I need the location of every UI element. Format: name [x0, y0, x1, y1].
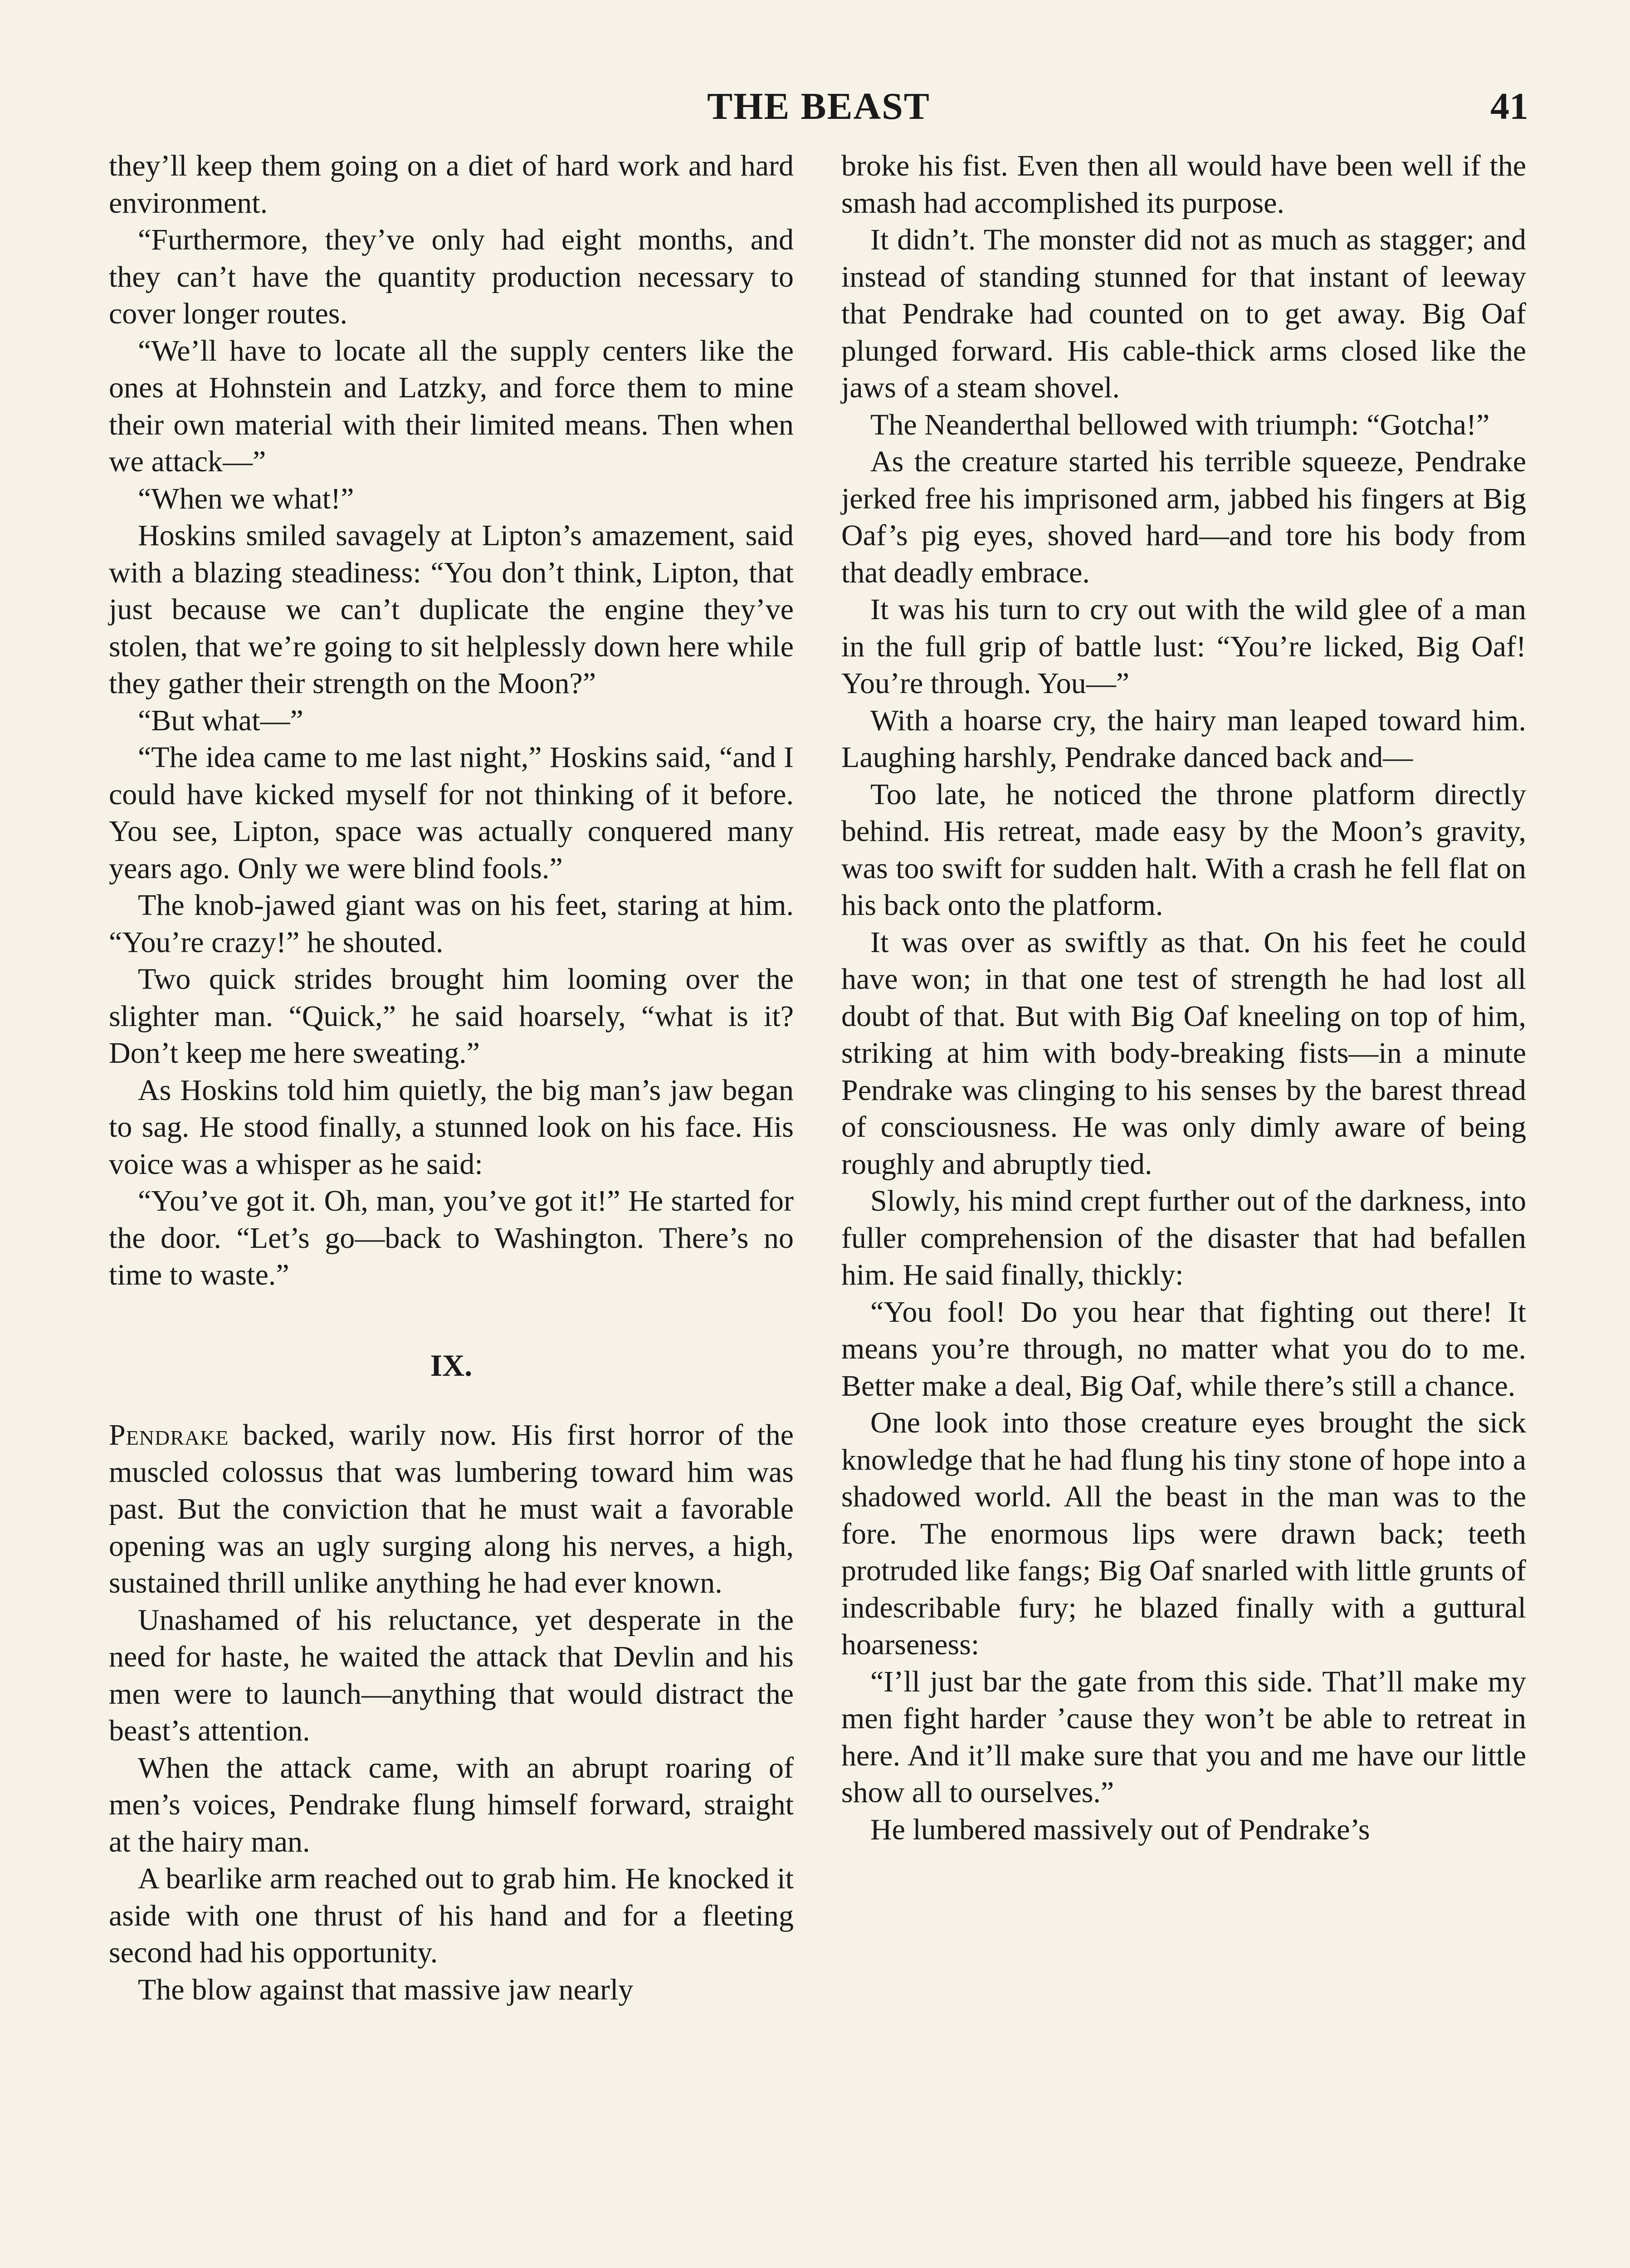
paragraph: A bearlike arm reached out to grab him. He knocked it aside with one thrust of his hand and for a fleeting second had his opportunity. [109, 1862, 794, 1969]
paragraph: The knob-jawed giant was on his feet, staring at him. “You’re crazy!” he shouted. [109, 889, 794, 959]
paragraph: It was over as swiftly as that. On his feet he could have won; in that one test of strength he had lost all doubt of that. But with Big Oaf kneeling on top of him, striking at him with body-breaking fists—in a minute Pendrake was clinging to his senses by the barest thread of consciousness. He was only dimly aware of being roughly and abruptly tied. [841, 925, 1526, 1181]
paragraph: He lumbered massively out of Pendrake’s [870, 1813, 1370, 1846]
opening-text: backed, warily now. His first horror of the muscled colossus that was lumbering toward him was past. But the conviction that he must wait a favorable opening was an ugly surging along his nerves, a high, sustained thrill unlike anything he had ever known. [109, 1418, 794, 1599]
paragraph: As Hoskins told him quietly, the big man’s jaw began to sag. He stood finally, a stunned look on his face. His voice was a whisper as he said: [109, 1073, 794, 1181]
running-head: THE BEAST [707, 85, 930, 127]
page-number: 41 [1490, 85, 1528, 127]
paragraph: “Furthermore, they’ve only had eight months, and they can’t have the quantity production necessary to cover longer routes. [109, 223, 794, 330]
paragraph: Unashamed of his reluctance, yet desperate in the need for haste, he waited the attack that Devlin and his men were to launch—anything that would distract the beast’s attention. [109, 1603, 794, 1747]
paragraph: With a hoarse cry, the hairy man leaped toward him. Laughing harshly, Pendrake danced back and— [841, 704, 1526, 774]
paragraph: they’ll keep them going on a diet of hard work and hard environment. [109, 149, 794, 220]
paragraph: The Neanderthal bellowed with triumph: “Gotcha!” [870, 408, 1490, 441]
paragraph: Too late, he noticed the throne platform directly behind. His retreat, made easy by the Moon’s gravity, was too swift for sudden halt. With a crash he fell flat on his back onto the platform. [841, 777, 1526, 922]
paragraph: “You’ve got it. Oh, man, you’ve got it!” He started for the door. “Let’s go—back to Washington. There’s no time to waste.” [109, 1184, 794, 1291]
paragraph: One look into those creature eyes brought the sick knowledge that he had flung his tiny stone of hope into a shadowed world. All the beast in the man was to the fore. The enormous lips were drawn back; teeth protruded like fangs; Big Oaf snarled with little grunts of indescribable fury; he blazed finally with a guttural hoarseness: [841, 1406, 1526, 1661]
paragraph: It was his turn to cry out with the wild glee of a man in the full grip of battle lust: “You’re licked, Big Oaf! You’re through. You—” [841, 593, 1526, 700]
chapter-heading: IX. [430, 1348, 473, 1383]
paragraph: When the attack came, with an abrupt roaring of men’s voices, Pendrake flung himself forward, straight at the hairy man. [109, 1751, 794, 1858]
paragraph: “When we what!” [138, 482, 354, 515]
paragraph: “The idea came to me last night,” Hoskins said, “and I could have kicked myself for not thinking of it before. You see, Lipton, space was actually conquered many years ago. Only we were blind fools.” [109, 741, 794, 885]
lead-word: Pendrake [109, 1418, 229, 1452]
paragraph: As the creature started his terrible squeeze, Pendrake jerked free his imprisoned arm, jabbed his fingers at Big Oaf’s pig eyes, shoved hard—and tore his body from that deadly embrace. [841, 445, 1526, 589]
paragraph: “But what—” [138, 704, 303, 737]
right-column [841, 147, 1526, 1848]
paragraph: Two quick strides brought him looming over the slighter man. “Quick,” he said hoarsely, “what is it? Don’t keep me here sweating.” [109, 963, 794, 1070]
page-header [109, 84, 1528, 134]
paragraph: “You fool! Do you hear that fighting out there! It means you’re through, no matter what you do to me. Better make a deal, Big Oaf, while there’s still a chance. [841, 1295, 1526, 1403]
paragraph: “I’ll just bar the gate from this side. That’ll make my men fight harder ’cause they won’t be able to retreat in here. And it’ll make sure that you and me have our little show all to ourselves.” [841, 1665, 1526, 1809]
section-opening-paragraph [109, 1417, 794, 1602]
paragraph: Hoskins smiled savagely at Lipton’s amazement, said with a blazing steadiness: “You don’t think, Lipton, that just because we can’t duplicate the engine they’ve stolen, that we’re going to sit helplessly down here while they gather their strength on the Moon?” [109, 519, 794, 700]
paragraph: Slowly, his mind crept further out of the darkness, into fuller comprehension of the disaster that had befallen him. He said finally, thickly: [841, 1184, 1526, 1291]
paragraph: It didn’t. The monster did not as much as stagger; and instead of standing stunned for that instant of leeway that Pendrake had counted on to get away. Big Oaf plunged forward. His cable-thick arms closed like the jaws of a steam shovel. [841, 223, 1526, 404]
paragraph: broke his fist. Even then all would have been well if the smash had accomplished its purpose. [841, 149, 1526, 220]
left-column [109, 147, 794, 2008]
paragraph: The blow against that massive jaw nearly [138, 1973, 634, 2006]
paragraph: “We’ll have to locate all the supply centers like the ones at Hohnstein and Latzky, and force them to mine their own material with their limited means. Then when we attack—” [109, 334, 794, 478]
